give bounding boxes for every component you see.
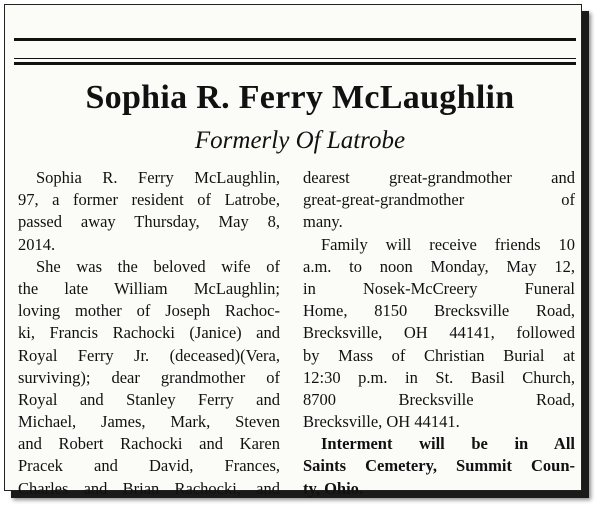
text-line: 2014. xyxy=(18,234,56,254)
text-line: Home, 8150 Brecksville Road, xyxy=(303,301,575,321)
text-line: surviving); dear grandmother of xyxy=(18,367,280,387)
text-line: Family will receive friends 10 xyxy=(321,234,575,254)
double-rule-lower xyxy=(14,62,576,65)
text-line: Charles and Brian Rachocki, and xyxy=(18,478,280,498)
top-rule xyxy=(14,38,576,41)
text-line: in Nosek-McCreery Funeral xyxy=(303,278,575,298)
text-line: ki, Francis Rachocki (Janice) and xyxy=(18,323,280,343)
text-line: Royal and Stanley Ferry and xyxy=(18,389,280,409)
text-line: Sophia R. Ferry McLaughlin, xyxy=(36,168,280,187)
text-line: ty, Ohio. xyxy=(303,478,364,498)
text-line: Brecksville, OH 44141, followed xyxy=(303,323,575,343)
text-line: great-great-grandmother of xyxy=(303,190,575,210)
text-line: loving mother of Joseph Rachoc- xyxy=(18,301,280,321)
text-line: many. xyxy=(303,212,343,232)
text-line: a.m. to noon Monday, May 12, xyxy=(303,256,575,276)
text-line: Michael, James, Mark, Steven xyxy=(18,412,280,432)
text-line: 8700 Brecksville Road, xyxy=(303,389,575,409)
obituary-subheadline: Formerly Of Latrobe xyxy=(194,127,406,154)
double-rule-upper xyxy=(14,58,576,59)
text-line: Pracek and David, Frances, xyxy=(18,456,280,476)
text-line: by Mass of Christian Burial at xyxy=(303,345,575,365)
text-line: 97, a former resident of Latrobe, xyxy=(18,190,280,210)
right-column xyxy=(303,167,575,500)
text-line: and Robert Rachocki and Karen xyxy=(18,434,280,454)
obituary-headline: Sophia R. Ferry McLaughlin xyxy=(85,79,515,116)
text-line: She was the beloved wife of xyxy=(36,256,280,276)
text-line: dearest great-grandmother and xyxy=(303,168,575,187)
text-line: Saints Cemetery, Summit Coun- xyxy=(303,456,575,476)
text-line: Interment will be in All xyxy=(321,434,575,454)
text-line: Royal Ferry Jr. (deceased)(Vera, xyxy=(18,345,280,365)
text-line: Brecksville, OH 44141. xyxy=(303,412,460,432)
text-line: the late William McLaughlin; xyxy=(18,278,280,298)
text-line: passed away Thursday, May 8, xyxy=(18,212,280,232)
left-column xyxy=(18,167,280,500)
text-line: 12:30 p.m. in St. Basil Church, xyxy=(303,367,575,387)
